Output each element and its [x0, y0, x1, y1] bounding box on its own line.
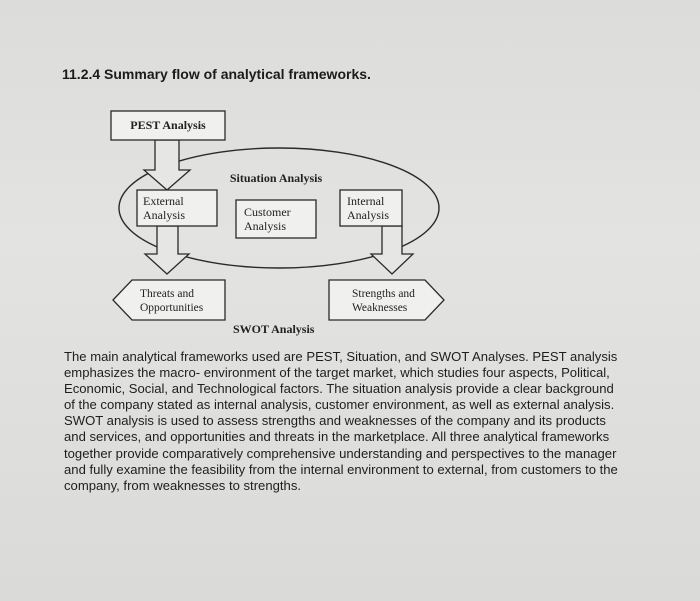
internal-analysis-label-line1: Internal: [347, 194, 385, 208]
threats-opportunities-label-line2: Opportunities: [140, 302, 204, 314]
strengths-weaknesses-label-line2: Weaknesses: [352, 302, 408, 314]
paragraph-line: together provide comparatively comprehensive understanding and perspectives to the manager: [64, 445, 617, 461]
strengths-weaknesses-shape: [329, 280, 444, 320]
paragraph-line: SWOT analysis is used to assess strengths and weaknesses of the company and its products: [64, 413, 606, 429]
threats-opportunities-label-line1: Threats and: [140, 288, 194, 300]
paragraph-line: The main analytical frameworks used are PEST, Situation, and SWOT Analyses. PEST analysis: [64, 349, 618, 364]
swot-analysis-label: SWOT Analysis: [233, 322, 315, 336]
paragraph-line: company, from weaknesses to strengths.: [64, 477, 302, 493]
arrow-pest-to-external: [144, 140, 190, 190]
customer-analysis-label-line2: Analysis: [244, 219, 286, 233]
internal-analysis-label-line2: Analysis: [347, 208, 389, 222]
paragraph-line: emphasizes the macro- environment of the target market, which studies four aspects, Political,: [64, 365, 610, 381]
paragraph-line: and services, and opportunities and threats in the marketplace. All three analytical frameworks: [64, 429, 610, 445]
arrow-external-to-threats: [145, 226, 189, 274]
paragraph-line: and fully examine the feasibility from the internal environment to external, from customers to the: [64, 461, 618, 477]
paragraph-line: of the company stated as internal analysis, customer environment, as well as external analysis.: [64, 397, 615, 413]
arrow-internal-to-strengths: [371, 226, 413, 274]
strengths-weaknesses-label-line1: Strengths and: [352, 288, 415, 300]
customer-analysis-label-line1: Customer: [244, 205, 291, 219]
summary-paragraph: [64, 349, 674, 494]
pest-analysis-label: PEST Analysis: [130, 118, 206, 132]
section-heading: 11.2.4 Summary flow of analytical frameworks.: [62, 66, 371, 82]
paragraph-line: Economic, Social, and Technological factors. The situation analysis provide a clear background: [64, 381, 614, 397]
external-analysis-label-line1: External: [143, 194, 184, 208]
situation-analysis-label: Situation Analysis: [229, 171, 323, 185]
threats-opportunities-shape: [113, 280, 225, 320]
external-analysis-label-line2: Analysis: [143, 208, 185, 222]
